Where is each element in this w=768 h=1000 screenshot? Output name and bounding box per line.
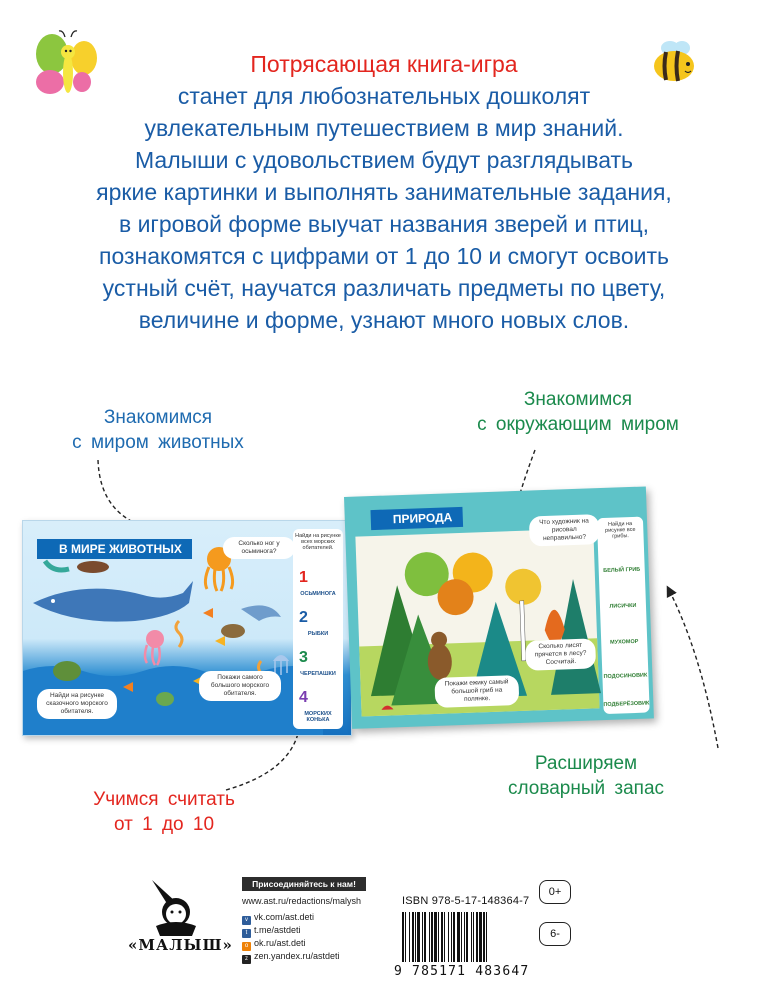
barcode-bar xyxy=(479,912,482,962)
barcode-digits: 9 785171 483647 xyxy=(394,964,530,979)
barcode-bar xyxy=(483,912,485,962)
spread-animals-bubble-big: Покажи самого большого морского обитателя. xyxy=(199,671,281,701)
vk-icon: v xyxy=(242,916,251,925)
spread-animals-title: В МИРЕ ЖИВОТНЫХ xyxy=(37,539,192,559)
intro-line-4: Малыши с удовольствием будут разглядывать xyxy=(134,147,634,173)
barcode-bar xyxy=(451,912,452,962)
barcode-bar xyxy=(464,912,465,962)
intro-line-9: величине и форме, узнают много новых слов. xyxy=(138,307,630,333)
barcode-bar xyxy=(434,912,437,962)
social-link-ok[interactable]: o ok.ru/ast.deti xyxy=(242,937,306,949)
barcode-bar xyxy=(457,912,460,962)
social-link-telegram[interactable]: t t.me/astdeti xyxy=(242,924,301,936)
spread-nature xyxy=(344,486,654,728)
intro-line-7: познакомятся с цифрами от 1 до 10 и смогут освоить xyxy=(98,243,670,269)
social-heading: Присоединяйтесь к нам! xyxy=(242,877,366,891)
barcode-bar xyxy=(415,912,416,962)
barcode-bar xyxy=(409,912,410,962)
spread-nature-bubble-hedgehog: Покажи ежику самый большой гриб на полянке. xyxy=(434,675,519,708)
spread-animals-bubble-fairy: Найди на рисунке сказочного морского обитателя. xyxy=(37,689,117,719)
age-range-badge: 6- xyxy=(539,922,571,946)
barcode-bar xyxy=(405,912,406,962)
age-rating-badge: 0+ xyxy=(539,880,571,904)
arrow-vocab xyxy=(668,588,718,748)
intro-line-2: станет для любознательных дошколят xyxy=(177,83,591,109)
intro-line-5: яркие картинки и выполнять занимательные задания, xyxy=(96,179,672,205)
barcode-bar xyxy=(444,912,445,962)
social-link-vk[interactable]: v vk.com/ast.deti xyxy=(242,911,314,923)
telegram-icon: t xyxy=(242,929,251,938)
barcode-bar xyxy=(417,912,420,962)
callout-vocab: Расширяем словарный запас xyxy=(507,753,665,799)
barcode-bar xyxy=(424,912,426,962)
barcode-bar xyxy=(486,912,487,962)
intro-line-6: в игровой форме выучат названия зверей и птиц, xyxy=(118,211,650,237)
callout-counting: Учимся считать от 1 до 10 xyxy=(93,789,235,835)
spread-nature-bubble-fox: Сколько лисят прячется в лесу? Сосчитай. xyxy=(525,638,596,670)
barcode-bar xyxy=(471,912,472,962)
barcode-bar xyxy=(412,912,414,962)
barcode-bar xyxy=(422,912,423,962)
social-link-zen[interactable]: z zen.yandex.ru/astdeti xyxy=(242,950,340,962)
callout-animals: Знакомимся с миром животных xyxy=(72,407,244,453)
barcode-bar xyxy=(473,912,474,962)
spread-nature-panel: Найди на рисунке все грибы. БЕЛЫЙ ГРИБ ЛИСИЧКИ МУХОМОР ПОДОСИНОВИК ПОДБЕРЁЗОВИК xyxy=(597,517,650,714)
barcode-bar xyxy=(466,912,468,962)
barcode-bar xyxy=(429,912,430,962)
spread-nature-question: Что художник на рисовал неправильно? xyxy=(529,514,600,546)
spread-animals-panel: Найди на рисунке всех морских обитателей. 1 ОСЬМИНОГА 2 РЫБКИ 3 ЧЕРЕПАШКИ 4 МОРСКИХ КОНЬКА xyxy=(293,529,343,729)
barcode-bar xyxy=(431,912,433,962)
barcode-bar xyxy=(441,912,443,962)
barcode-bar xyxy=(448,912,449,962)
intro-line-3: увлекательным путешествием в мир знаний. xyxy=(144,115,624,141)
intro-line-8: устный счёт, научатся различать предметы по цвету, xyxy=(102,275,666,301)
barcode-bar xyxy=(402,912,404,962)
isbn: ISBN 978-5-17-148364-7 xyxy=(402,895,530,907)
publisher-logo-text: «МАЛЫШ» xyxy=(128,936,233,954)
spread-animals xyxy=(22,520,352,736)
barcode-bar xyxy=(453,912,455,962)
spread-nature-title: ПРИРОДА xyxy=(370,507,462,530)
barcode xyxy=(400,912,526,964)
ok-icon: o xyxy=(242,942,251,951)
barcode-bar xyxy=(461,912,462,962)
barcode-bar xyxy=(476,912,478,962)
intro-line-1: Потрясающая книга-игра xyxy=(250,51,518,77)
zen-icon: z xyxy=(242,955,251,964)
social-site-link[interactable]: www.ast.ru/redactions/malysh xyxy=(242,896,362,906)
spread-animals-question: Сколько ног у осьминога? xyxy=(223,537,295,559)
callout-world: Знакомимся с окружающим миром xyxy=(477,389,679,435)
barcode-bar xyxy=(438,912,439,962)
